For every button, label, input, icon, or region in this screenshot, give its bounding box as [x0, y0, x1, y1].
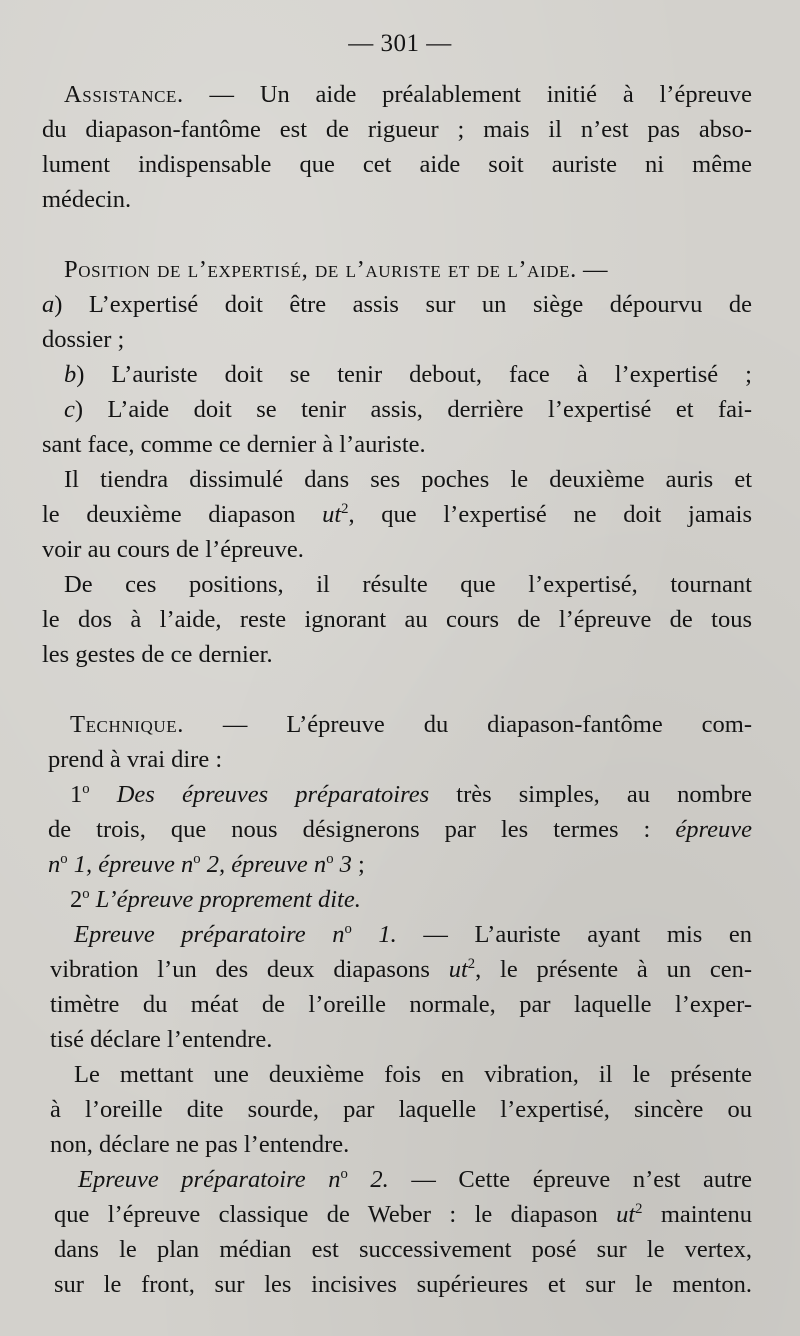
- superscript: o: [82, 780, 90, 797]
- text-run: le dos à l’aide, reste ignorant au cours de l’épreuve de tous: [42, 606, 752, 633]
- superscript: o: [340, 1165, 348, 1182]
- text-run: lument indispensable que cet aide soit auriste ni même: [42, 151, 752, 178]
- text-run: les gestes de ce dernier.: [42, 641, 273, 668]
- text-run: Assistance.: [64, 81, 184, 108]
- text-run: Le mettant une deuxième fois en vibration, il le présente: [74, 1061, 752, 1088]
- text-line: [42, 148, 752, 182]
- text-run: sant face, comme ce dernier à l’auriste.: [42, 431, 426, 458]
- text-run: —: [576, 256, 608, 283]
- text-run: n: [48, 851, 61, 878]
- text-run: médecin.: [42, 186, 132, 213]
- text-line: [64, 568, 752, 602]
- text-run: c: [64, 396, 75, 423]
- text-run: 2.: [347, 1166, 389, 1193]
- text-run: 2: [70, 886, 83, 913]
- text-run: ;: [351, 851, 365, 878]
- text-line: [50, 1128, 752, 1162]
- text-run: , le présente à un cen-: [475, 956, 752, 983]
- text-run: , que l’expertisé ne doit jamais: [348, 501, 752, 528]
- text-line: [48, 848, 752, 882]
- superscript: 2: [341, 500, 349, 517]
- text-run: a: [42, 291, 55, 318]
- text-run: dossier ;: [42, 326, 125, 353]
- text-line: [50, 953, 752, 987]
- text-run: — L’auriste ayant mis en: [396, 921, 752, 948]
- superscript: o: [193, 850, 201, 867]
- text-run: ) L’expertisé doit être assis sur un siège dépourvu de: [54, 291, 752, 318]
- text-run: b: [64, 361, 77, 388]
- text-run: ut: [616, 1201, 636, 1228]
- text-run: de trois, que nous désignerons par les termes :: [48, 816, 676, 843]
- text-line: [64, 463, 752, 497]
- text-line: [64, 78, 752, 112]
- text-run: le deuxième diapason: [42, 501, 323, 528]
- text-run: Il tiendra dissimulé dans ses poches le deuxième auris et: [64, 466, 752, 493]
- text-run: 2, épreuve n: [200, 851, 327, 878]
- text-run: maintenu: [642, 1201, 752, 1228]
- text-run: à l’oreille dite sourde, par laquelle l’expertisé, sincère ou: [50, 1096, 752, 1123]
- text-run: ) L’aide doit se tenir assis, derrière l’expertisé et fai-: [74, 396, 752, 423]
- text-run: épreuve: [675, 816, 752, 843]
- text-run: Epreuve préparatoire n: [78, 1166, 341, 1193]
- text-line: [74, 918, 752, 952]
- text-line: [50, 988, 752, 1022]
- text-line: [42, 498, 752, 532]
- text-run: non, déclare ne pas l’entendre.: [50, 1131, 350, 1158]
- text-run: tisé déclare l’entendre.: [50, 1026, 273, 1053]
- text-run: — L’épreuve du diapason-fantôme com-: [183, 711, 752, 738]
- text-line: [74, 1058, 752, 1092]
- text-line: [42, 323, 752, 357]
- text-run: dans le plan médian est successivement posé sur le vertex,: [54, 1236, 752, 1263]
- text-run: 1: [70, 781, 83, 808]
- text-run: — Cette épreuve n’est autre: [388, 1166, 753, 1193]
- text-line: [42, 183, 752, 217]
- superscript: o: [82, 885, 90, 902]
- superscript: 2: [467, 955, 476, 972]
- text-line: [50, 1093, 752, 1127]
- text-run: 1.: [351, 921, 397, 948]
- text-run: du diapason-fantôme est de rigueur ; mais il n’est pas abso-: [42, 116, 752, 143]
- text-line: [54, 1233, 752, 1267]
- text-line: [64, 253, 752, 287]
- text-line: [42, 603, 752, 637]
- text-run: 1, épreuve n: [67, 851, 194, 878]
- text-line: [48, 813, 752, 847]
- text-line: [78, 1163, 752, 1197]
- text-line: [54, 1198, 752, 1232]
- text-line: [50, 1023, 752, 1057]
- text-run: [90, 781, 117, 808]
- text-run: prend à vrai dire :: [48, 746, 223, 773]
- text-line: [64, 358, 752, 392]
- text-run: vibration l’un des deux diapasons: [50, 956, 449, 983]
- text-line: [42, 428, 752, 462]
- text-run: Technique.: [70, 711, 184, 738]
- text-line: [70, 883, 752, 917]
- text-line: [70, 708, 752, 742]
- text-run: voir au cours de l’épreuve.: [42, 536, 304, 563]
- text-line: [54, 1268, 752, 1302]
- text-line: [42, 288, 752, 322]
- text-run: ut: [448, 956, 468, 983]
- page-number: — 301 —: [348, 30, 452, 57]
- superscript: o: [344, 920, 352, 937]
- text-run: 3: [333, 851, 352, 878]
- text-run: Des épreuves préparatoires: [116, 781, 430, 808]
- superscript: o: [326, 850, 334, 867]
- superscript: 2: [635, 1200, 643, 1217]
- text-run: Position de l’expertisé, de l’auriste et de l’aide.: [64, 256, 577, 283]
- text-run: De ces positions, il résulte que l’expertisé, tournant: [64, 571, 752, 598]
- text-run: — Un aide préalablement initié à l’épreuve: [183, 81, 752, 108]
- text-run: sur le front, sur les incisives supérieures et sur le menton.: [54, 1271, 752, 1298]
- text-line: [70, 778, 752, 812]
- text-line: [42, 638, 752, 672]
- text-run: Epreuve préparatoire n: [74, 921, 345, 948]
- text-line: [48, 743, 752, 777]
- text-run: très simples, au nombre: [429, 781, 753, 808]
- text-run: ut: [322, 501, 342, 528]
- text-run: ) L’auriste doit se tenir debout, face à l’expertisé ;: [76, 361, 752, 388]
- text-line: [64, 393, 752, 427]
- text-line: [42, 113, 752, 147]
- text-run: que l’épreuve classique de Weber : le diapason: [54, 1201, 617, 1228]
- superscript: o: [60, 850, 68, 867]
- text-run: timètre du méat de l’oreille normale, par laquelle l’exper-: [50, 991, 752, 1018]
- text-run: L’épreuve proprement dite.: [95, 886, 361, 913]
- text-line: [42, 533, 752, 567]
